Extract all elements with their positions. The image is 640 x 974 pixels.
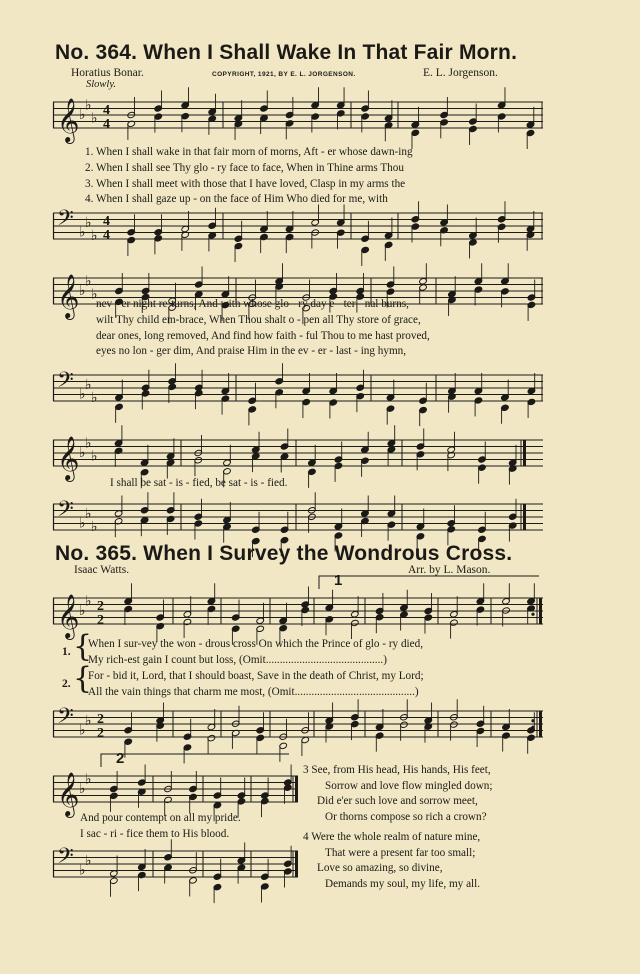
stanza-3 bbox=[303, 763, 492, 825]
hymn-364-copyright: COPYRIGHT, 1921, BY E. L. JORGENSON. bbox=[212, 71, 356, 78]
flat-icon: ♭ bbox=[85, 593, 92, 610]
bass-clef-icon: 𝄢 bbox=[57, 368, 74, 398]
stanza-line: Demands my soul, my life, my all. bbox=[325, 877, 481, 890]
hymn-365-ending-2-bracket bbox=[100, 752, 290, 768]
treble-clef-icon: 𝄞 bbox=[57, 772, 80, 816]
lyric-line: All the vain things that charm me most, (Omit...........................................) bbox=[88, 686, 419, 698]
hymn-364-system-1-bass bbox=[53, 205, 543, 251]
hymn-365-system-1-bass bbox=[53, 703, 543, 749]
bass-clef-icon: 𝄢 bbox=[57, 844, 74, 874]
stanza-4-number: 4 bbox=[303, 831, 309, 843]
hymn-365-ending-1-bracket bbox=[318, 574, 540, 590]
bass-clef-icon: 𝄢 bbox=[57, 497, 74, 527]
bass-clef-icon: 𝄢 bbox=[57, 206, 74, 236]
flat-icon: ♭ bbox=[91, 286, 98, 303]
treble-clef-icon: 𝄞 bbox=[57, 274, 80, 318]
lyric-line: 1. When I shall wake in that fair morn of morns, Aft - er whose dawn-ing bbox=[85, 146, 413, 158]
verse-1-number: 1. bbox=[62, 646, 71, 658]
flat-icon: ♭ bbox=[79, 386, 86, 403]
hymn-364-system-2-bass bbox=[53, 367, 543, 413]
treble-clef-icon: 𝄞 bbox=[57, 98, 80, 142]
lyric-line: 2. When I shall see Thy glo - ry face to face, When in Thine arms Thou bbox=[85, 161, 404, 174]
ending-2-label: 2 bbox=[116, 750, 125, 767]
hymn-364-system-3-bass bbox=[53, 496, 543, 542]
flat-icon: ♭ bbox=[79, 224, 86, 241]
ending-bracket-line bbox=[319, 576, 539, 589]
stanza-line: Or thorns compose so rich a crown? bbox=[325, 810, 487, 823]
flat-icon: ♭ bbox=[85, 273, 92, 290]
hymn-365-system-2-lyrics bbox=[80, 811, 241, 843]
flat-icon: ♭ bbox=[79, 603, 86, 619]
flat-icon: ♭ bbox=[91, 448, 98, 465]
time-signature-top: 4 bbox=[103, 214, 110, 229]
stanza-line: Sorrow and love flow mingled down; bbox=[325, 779, 493, 792]
lyric-line: I sac - ri - fice them to His blood. bbox=[80, 827, 230, 840]
flat-icon: ♭ bbox=[85, 505, 92, 522]
hymn-364-system-2-lyrics bbox=[96, 297, 430, 360]
flat-icon: ♭ bbox=[85, 712, 92, 729]
flat-icon: ♭ bbox=[79, 515, 86, 532]
flat-icon: ♭ bbox=[85, 852, 92, 869]
lyric-line: When I sur-vey the won - drous cross On which the Prince of glo - ry died, bbox=[88, 638, 424, 650]
lyric-line: eyes no lon - ger dim, And praise Him in the ev - er - last - ing hymn, bbox=[96, 345, 407, 358]
brace-verse-2: { bbox=[73, 661, 93, 696]
flat-icon: ♭ bbox=[79, 107, 86, 123]
hymn-364-tempo: Slowly. bbox=[86, 79, 117, 90]
time-signature-bottom: 2 bbox=[97, 726, 104, 741]
stanza-line: See, from His head, His hands, His feet, bbox=[311, 764, 491, 776]
final-barline bbox=[295, 851, 298, 877]
flat-icon: ♭ bbox=[91, 110, 98, 127]
hymn-364-title: No. 364. When I Shall Wake In That Fair Morn. bbox=[55, 41, 518, 64]
brace-verse-1: { bbox=[73, 629, 93, 664]
hymn-364-author: Horatius Bonar. bbox=[71, 67, 144, 79]
repeat-barline bbox=[539, 598, 542, 624]
treble-clef-icon: 𝄞 bbox=[57, 594, 80, 638]
final-barline bbox=[523, 440, 526, 466]
hymn-364-system-1-treble bbox=[53, 94, 543, 140]
repeat-dot bbox=[531, 613, 534, 616]
hymn-364-system-1-lyrics bbox=[85, 145, 413, 208]
lyric-line: 4. When I shall gaze up - on the face of Him Who died for me, with bbox=[85, 193, 388, 206]
stanza-3-number: 3 bbox=[303, 764, 309, 776]
hymn-365-arranger: Arr. by L. Mason. bbox=[408, 564, 491, 576]
stanza-4 bbox=[303, 830, 480, 892]
bass-clef-icon: 𝄢 bbox=[57, 704, 74, 734]
hymn-365-title: No. 365. When I Survey the Wondrous Cross. bbox=[55, 542, 513, 565]
hymn-365-system-2-bass bbox=[53, 843, 298, 889]
hymn-365-author: Isaac Watts. bbox=[74, 564, 130, 576]
flat-icon: ♭ bbox=[85, 435, 92, 452]
hymn-364-composer: E. L. Jorgenson. bbox=[423, 67, 498, 79]
flat-icon: ♭ bbox=[79, 283, 86, 299]
final-barline bbox=[295, 776, 298, 802]
stanza-line: Love so amazing, so divine, bbox=[317, 862, 443, 874]
stanza-line: Did e'er such love and sorrow meet, bbox=[317, 795, 478, 807]
flat-icon: ♭ bbox=[85, 771, 92, 788]
lyric-line: wilt Thy child em-brace, When Thou shalt o - pen all Thy store of grace, bbox=[96, 313, 421, 326]
lyric-line: dear ones, long removed, And find how faith - ful Thou to me hast proved, bbox=[96, 329, 430, 342]
hymn-365-system-1-lyrics bbox=[88, 636, 424, 700]
verse-2-number: 2. bbox=[62, 678, 71, 690]
hymn-364-refrain-lyrics: I shall be sat - is - fied, be sat - is - fied. bbox=[110, 477, 288, 489]
flat-icon: ♭ bbox=[85, 214, 92, 231]
time-signature-bottom: 4 bbox=[103, 228, 110, 243]
lyric-line: My rich-est gain I count but loss, (Omit..........................................) bbox=[88, 654, 387, 666]
flat-icon: ♭ bbox=[79, 862, 86, 879]
time-signature-top: 2 bbox=[97, 599, 104, 614]
time-signature-bottom: 4 bbox=[103, 117, 110, 132]
final-barline bbox=[523, 504, 526, 530]
lyric-line: nev - er night re-turns, And with whose glo - ry day e - ter - nal burns, bbox=[96, 298, 409, 310]
flat-icon: ♭ bbox=[91, 518, 98, 535]
flat-icon: ♭ bbox=[91, 389, 98, 406]
time-signature-top: 4 bbox=[103, 103, 110, 118]
flat-icon: ♭ bbox=[85, 376, 92, 393]
hymn-364-system-3-treble bbox=[53, 432, 543, 478]
stanza-line: Were the whole realm of nature mine, bbox=[311, 831, 481, 843]
flat-icon: ♭ bbox=[91, 227, 98, 244]
treble-clef-icon: 𝄞 bbox=[57, 436, 80, 480]
lyric-line: For - bid it, Lord, that I should boast, Save in the death of Christ, my Lord; bbox=[88, 670, 424, 682]
time-signature-top: 2 bbox=[97, 712, 104, 727]
stanza-line: That were a present far too small; bbox=[325, 846, 476, 859]
ending-bracket-line bbox=[101, 754, 289, 767]
lyric-line: 3. When I shall meet with those that I have loved, Clasp in my arms the bbox=[85, 177, 406, 190]
flat-icon: ♭ bbox=[79, 781, 86, 797]
time-signature-bottom: 2 bbox=[97, 613, 104, 628]
flat-icon: ♭ bbox=[85, 97, 92, 114]
ending-1-label: 1 bbox=[334, 572, 343, 589]
repeat-barline bbox=[539, 711, 542, 737]
flat-icon: ♭ bbox=[79, 445, 86, 461]
hymn-365-system-1-treble bbox=[53, 590, 543, 636]
flat-icon: ♭ bbox=[79, 722, 86, 739]
hymn-365-system-2-treble bbox=[53, 768, 298, 814]
lyric-line: And pour contempt on all my pride. bbox=[80, 812, 241, 824]
